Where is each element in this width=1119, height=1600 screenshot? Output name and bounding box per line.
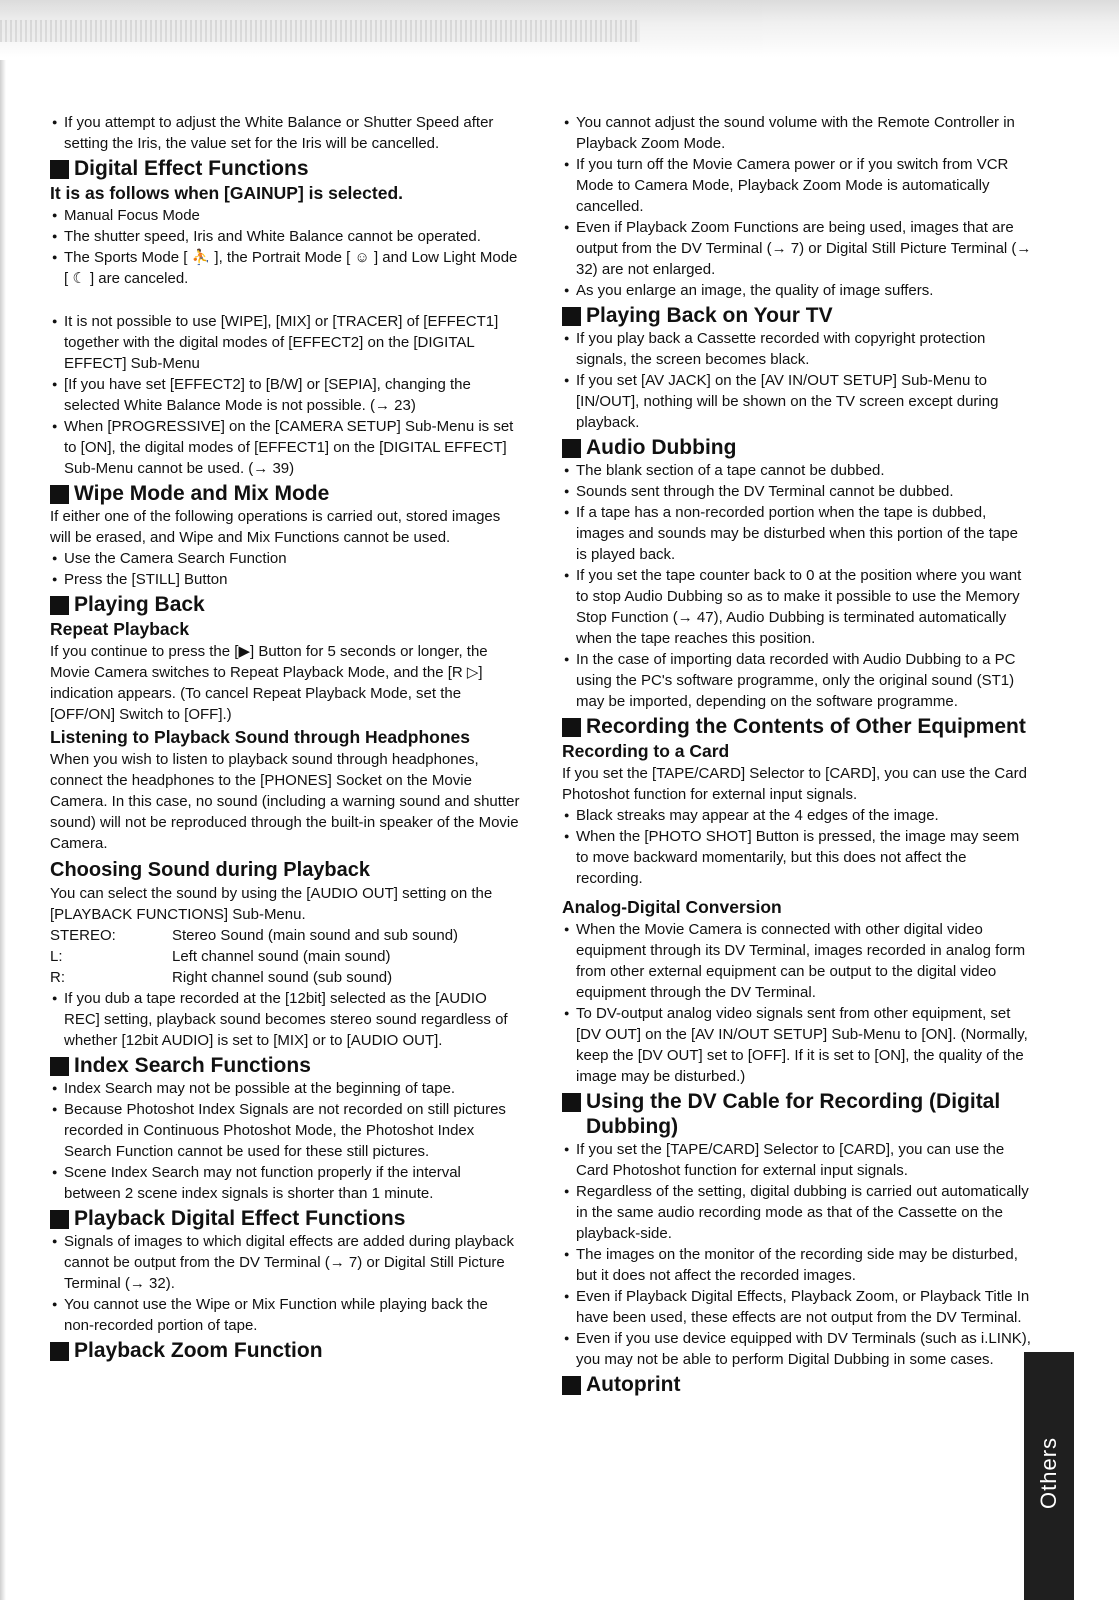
bullet-item: ● It is not possible to use [WIPE], [MIX] or [TRACER] of [EFFECT1] together with the digital modes of [EFFECT2] on the [DIGITAL EFFECT] Sub-Menu — [50, 311, 520, 374]
scan-shadow — [0, 0, 1119, 64]
bullet-list — [50, 205, 520, 289]
bullet-list — [562, 460, 1032, 712]
section-heading-recording-the-contents-of-other-equipmen — [562, 714, 1032, 739]
definition-row — [50, 967, 392, 988]
spacer — [50, 289, 520, 311]
subheading-it-is-as-follows-when-gainup-is-selected: It is as follows when [GAINUP] is selected. — [50, 183, 403, 203]
bullet-item: ● Even if Playback Zoom Functions are being used, images that are output from the DV Terminal (→ 7) or Digital Still Picture Terminal (→ 32) are not enlarged. — [562, 217, 1032, 280]
bullet-item: ● Signals of images to which digital effects are added during playback cannot be output from the DV Terminal (→ 7) or Digital Still Picture Terminal (→ 32). — [50, 1231, 520, 1294]
section-marker-icon — [50, 1342, 69, 1361]
subheading-repeat-playback: Repeat Playback — [50, 619, 190, 639]
section-marker-icon — [50, 485, 69, 504]
bullet-item: ● [If you have set [EFFECT2] to [B/W] or [SEPIA], changing the selected White Balance Mode is not possible. (→ 23) — [50, 374, 520, 416]
section-heading-text: Recording the Contents of Other Equipment — [586, 715, 1026, 738]
definition-term: R: — [50, 969, 65, 986]
bullet-item: ● When [PROGRESSIVE] on the [CAMERA SETUP] Sub-Menu is set to [ON], the digital modes of [EFFECT1] on the [DIGITAL EFFECT] Sub-Menu cannot be used. (→ 39) — [50, 416, 520, 479]
paragraph: If you set the [TAPE/CARD] Selector to [CARD], you can use the Card Photoshot function for external input signals. — [562, 765, 1027, 803]
definition-value: Right channel sound (sub sound) — [172, 969, 393, 986]
bullet-item: ● The shutter speed, Iris and White Balance cannot be operated. — [50, 226, 520, 247]
bullet-item: ● Use the Camera Search Function — [50, 548, 520, 569]
bullet-item: ● If you set the tape counter back to 0 at the position where you want to stop Audio Dubbing so as to make it possible to use the Memory Stop Function (→ 47), Audio Dubbing is terminated automatically when the tape reaches this position. — [562, 565, 1032, 649]
section-heading-text: Playback Digital Effect Functions — [74, 1207, 406, 1230]
bullet-list — [562, 1139, 1032, 1370]
section-heading-text: Wipe Mode and Mix Mode — [74, 482, 330, 505]
bullet-item: ● In the case of importing data recorded with Audio Dubbing to a PC using the PC's software programme, only the original sound (ST1) may be imported, depending on the software programme. — [562, 649, 1032, 712]
section-marker-icon — [50, 1210, 69, 1229]
section-marker-icon — [562, 307, 581, 326]
bullet-item: ● The blank section of a tape cannot be dubbed. — [562, 460, 1032, 481]
bullet-item: ● Index Search may not be possible at the beginning of tape. — [50, 1078, 520, 1099]
section-heading-index-search-functions — [50, 1053, 520, 1078]
section-marker-icon — [50, 160, 69, 179]
left-column — [50, 112, 520, 1363]
bullet-item: ● Because Photoshot Index Signals are not recorded on still pictures recorded in Continuous Photoshot Mode, the Photoshot Index Search Function cannot be used for these still pictures. — [50, 1099, 520, 1162]
bullet-item: ● To DV-output analog video signals sent from other equipment, set [DV OUT] on the [AV IN/OUT SETUP] Sub-Menu to [ON]. (Normally, keep the [DV OUT] set to [OFF]. If it is set to [ON], the quality of the image may be disturbed.) — [562, 1003, 1032, 1087]
section-marker-icon — [50, 1057, 69, 1076]
section-marker-icon — [50, 596, 69, 615]
definition-value: Stereo Sound (main sound and sub sound) — [172, 927, 459, 944]
bullet-list — [50, 311, 520, 479]
section-heading-text: Autoprint — [586, 1373, 681, 1396]
bullet-item: ● Manual Focus Mode — [50, 205, 520, 226]
definition-term: L: — [50, 948, 63, 965]
paragraph: If you continue to press the [▶] Button for 5 seconds or longer, the Movie Camera switches to Repeat Playback Mode, and the [R ▷] indication appears. (To cancel Repeat Playback Mode, set the [OFF/ON] Switch to [OFF].) — [50, 643, 488, 723]
bullet-item: ● When the Movie Camera is connected with other digital video equipment through its DV Terminal, images recorded in analog form from other external equipment can be output to the digital video equipment through the DV Terminal. — [562, 919, 1032, 1003]
bullet-item: ● As you enlarge an image, the quality of image suffers. — [562, 280, 1032, 301]
section-heading-text: Index Search Functions — [74, 1054, 311, 1077]
section-heading-using-the-dv-cable-for-recording-digital — [562, 1089, 1032, 1139]
section-heading-text: Digital Effect Functions — [74, 157, 309, 180]
section-heading-text: Playing Back on Your TV — [586, 304, 833, 327]
paragraph: You can select the sound by using the [AUDIO OUT] setting on the [PLAYBACK FUNCTIONS] Sub-Menu. — [50, 885, 493, 923]
bullet-item: ● Regardless of the setting, digital dubbing is carried out automatically in the same audio recording mode as that of the Cassette on the playback-side. — [562, 1181, 1032, 1244]
bullet-list — [562, 112, 1032, 301]
definition-value: Left channel sound (main sound) — [172, 948, 391, 965]
section-heading-playing-back — [50, 592, 520, 617]
bullet-list — [562, 805, 1032, 889]
subheading-listening-to-playback-sound-through-head: Listening to Playback Sound through Headphones — [50, 727, 471, 747]
right-column — [562, 112, 1032, 1397]
bullet-item: ● Sounds sent through the DV Terminal cannot be dubbed. — [562, 481, 1032, 502]
subheading-analog-digital-conversion: Analog-Digital Conversion — [562, 897, 782, 917]
bullet-item: ● You cannot adjust the sound volume with the Remote Controller in Playback Zoom Mode. — [562, 112, 1032, 154]
section-marker-icon — [562, 718, 581, 737]
section-heading-playback-zoom-function — [50, 1338, 520, 1363]
section-heading-autoprint — [562, 1372, 1032, 1397]
section-heading-playing-back-on-your-tv — [562, 303, 1032, 328]
paragraph: If either one of the following operations is carried out, stored images will be erased, and Wipe and Mix Functions cannot be used. — [50, 508, 501, 546]
bullet-item: ● If you set [AV JACK] on the [AV IN/OUT SETUP] Sub-Menu to [IN/OUT], nothing will be shown on the TV screen except during playback. — [562, 370, 1032, 433]
bullet-item: ● If you play back a Cassette recorded with copyright protection signals, the screen becomes black. — [562, 328, 1032, 370]
bullet-item: ● If you attempt to adjust the White Balance or Shutter Speed after setting the Iris, the value set for the Iris will be cancelled. — [50, 112, 520, 154]
bullet-list — [562, 919, 1032, 1087]
spacer — [562, 889, 1032, 895]
bullet-item: ● If you dub a tape recorded at the [12bit] selected as the [AUDIO REC] setting, playback sound becomes stereo sound regardless of whether [12bit AUDIO] is set to [MIX] or to [AUDIO OUT]. — [50, 988, 520, 1051]
section-heading-audio-dubbing — [562, 435, 1032, 460]
page-edge-shadow — [0, 60, 6, 1600]
section-heading-digital-effect-functions — [50, 156, 520, 181]
bullet-item: ● When the [PHOTO SHOT] Button is pressed, the image may seem to move backward momentarily, but this does not affect the recording. — [562, 826, 1032, 889]
bullet-list — [50, 1231, 520, 1336]
subheading-choosing-sound-during-playback: Choosing Sound during Playback — [50, 859, 371, 881]
bullet-list — [50, 548, 520, 590]
bullet-item: ● You cannot use the Wipe or Mix Function while playing back the non-recorded portion of tape. — [50, 1294, 520, 1336]
bullet-item: ● The images on the monitor of the recording side may be disturbed, but it does not affect the recorded images. — [562, 1244, 1032, 1286]
definition-term: STEREO: — [50, 927, 116, 944]
bullet-list — [562, 328, 1032, 433]
section-heading-text: Using the DV Cable for Recording (Digital Dubbing) — [586, 1090, 1001, 1138]
paragraph: When you wish to listen to playback sound through headphones, connect the headphones to the [PHONES] Socket on the Movie Camera. In this case, no sound (including a warning sound and shutter sound) will not be reproduced through the built-in speaker of the Movie Camera. — [50, 751, 520, 852]
bullet-item: ● If a tape has a non-recorded portion when the tape is dubbed, images and sounds may be disturbed when this portion of the tape is played back. — [562, 502, 1032, 565]
bullet-item: ● The Sports Mode [ ⛹ ], the Portrait Mode [ ☺ ] and Low Light Mode [ ☾ ] are canceled. — [50, 247, 520, 289]
subheading-recording-to-a-card: Recording to a Card — [562, 741, 730, 761]
bullet-item: ● If you turn off the Movie Camera power or if you switch from VCR Mode to Camera Mode, Playback Zoom Mode is automatically cancelled. — [562, 154, 1032, 217]
section-heading-text: Playback Zoom Function — [74, 1339, 323, 1362]
section-heading-playback-digital-effect-functions — [50, 1206, 520, 1231]
section-heading-text: Playing Back — [74, 593, 205, 616]
section-heading-wipe-mode-and-mix-mode — [50, 481, 520, 506]
section-heading-text: Audio Dubbing — [586, 436, 737, 459]
bullet-item: ● Scene Index Search may not function properly if the interval between 2 scene index signals is shorter than 1 minute. — [50, 1162, 520, 1204]
section-marker-icon — [562, 439, 581, 458]
bullet-item: ● If you set the [TAPE/CARD] Selector to [CARD], you can use the Card Photoshot function for external input signals. — [562, 1139, 1032, 1181]
section-tab-others — [1024, 1352, 1074, 1600]
bullet-list — [50, 1078, 520, 1204]
definition-row — [50, 946, 390, 967]
section-marker-icon — [562, 1093, 581, 1112]
bullet-list — [50, 988, 520, 1051]
bullet-list — [50, 112, 520, 154]
bullet-item: ● Black streaks may appear at the 4 edges of the image. — [562, 805, 1032, 826]
definition-row — [50, 925, 458, 946]
bullet-item: ● Even if you use device equipped with DV Terminals (such as i.LINK), you may not be able to perform Digital Dubbing in some cases. — [562, 1328, 1032, 1370]
section-tab-label: Others — [1036, 1436, 1061, 1510]
bullet-item: ● Even if Playback Digital Effects, Playback Zoom, or Playback Title In have been used, these effects are not output from the DV Terminal. — [562, 1286, 1032, 1328]
section-marker-icon — [562, 1376, 581, 1395]
bullet-item: ● Press the [STILL] Button — [50, 569, 520, 590]
